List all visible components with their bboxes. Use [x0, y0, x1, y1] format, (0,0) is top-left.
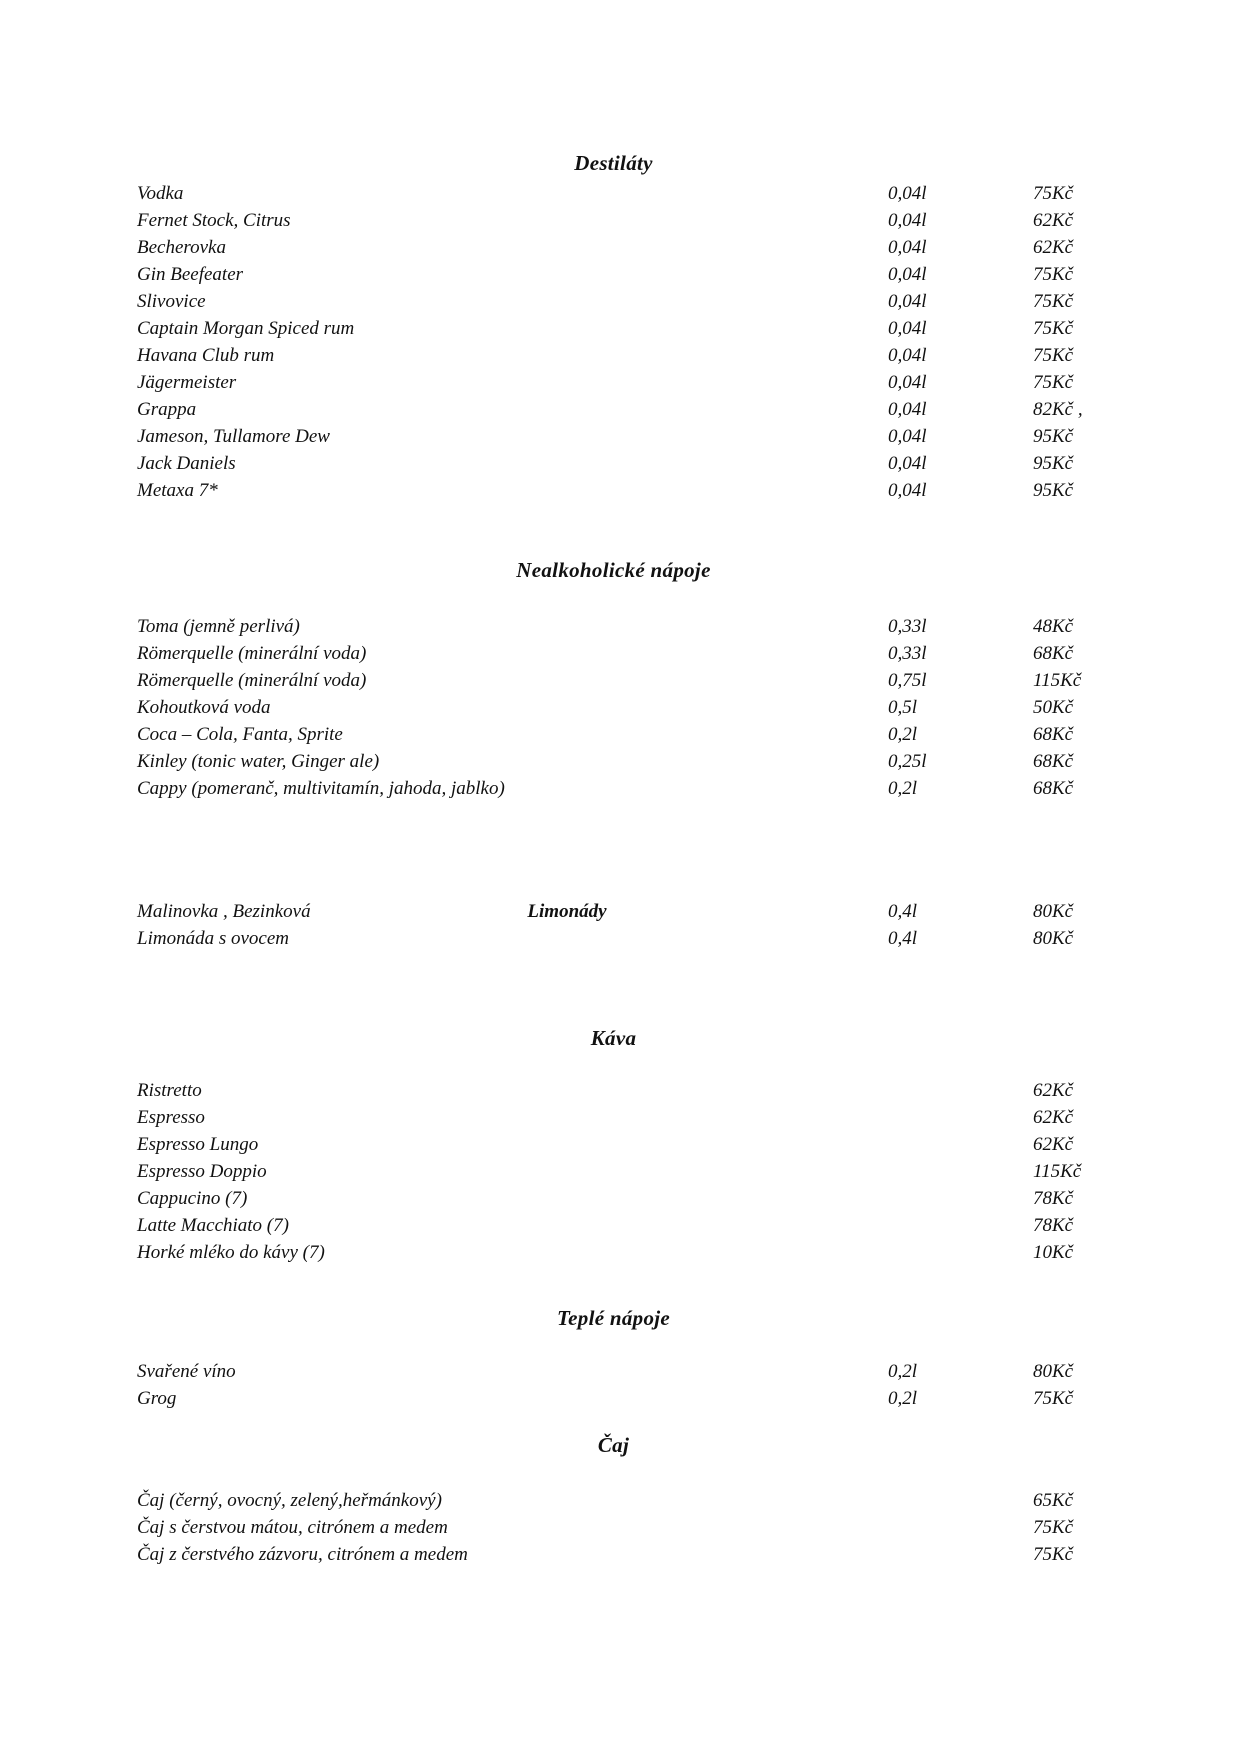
menu-item-row [137, 342, 1090, 369]
menu-item-row [137, 1212, 1090, 1239]
item-price: 68Kč [1033, 724, 1074, 745]
menu-item-row [137, 1131, 1090, 1158]
item-name: Toma (jemně perlivá) [137, 616, 300, 637]
menu-item-row [137, 613, 1090, 640]
item-name: Gin Beefeater [137, 264, 244, 285]
menu-item-row [137, 640, 1090, 667]
menu-item-row [137, 261, 1090, 288]
menu-item-row [137, 1358, 1090, 1385]
item-name: Čaj z čerstvého zázvoru, citrónem a medem [137, 1544, 468, 1565]
item-name: Malinovka , Bezinková [137, 901, 311, 922]
item-name: Svařené víno [137, 1361, 236, 1382]
item-volume: 0,04l [888, 183, 927, 204]
item-name: Horké mléko do kávy (7) [137, 1242, 325, 1263]
item-volume [888, 1239, 1033, 1266]
item-price: 115Kč [1033, 670, 1082, 691]
item-price: 80Kč [1033, 901, 1074, 922]
item-price: 75Kč [1033, 372, 1074, 393]
item-name: Captain Morgan Spiced rum [137, 318, 355, 339]
menu-item-row [137, 1185, 1090, 1212]
item-price: 75Kč [1033, 1517, 1074, 1538]
section-items [137, 613, 1090, 802]
menu-section [137, 150, 1090, 504]
item-volume: 0,04l [888, 426, 927, 447]
menu-item-row [137, 748, 1090, 775]
menu-section [137, 557, 1090, 802]
item-volume: 0,04l [888, 318, 927, 339]
menu-item-row [137, 288, 1090, 315]
menu-item-row [137, 1514, 1090, 1541]
item-name: Kohoutková voda [137, 697, 271, 718]
item-volume: 0,04l [888, 264, 927, 285]
item-price: 75Kč [1033, 183, 1074, 204]
section-items [137, 180, 1090, 504]
item-volume: 0,2l [888, 1388, 918, 1409]
menu-item-row [137, 1487, 1090, 1514]
item-name: Coca – Cola, Fanta, Sprite [137, 724, 343, 745]
item-volume [888, 1185, 1033, 1212]
menu-item-row [137, 1239, 1090, 1266]
section-title: Čaj [597, 1433, 630, 1457]
inline-section-title: Limonády [527, 901, 607, 922]
item-volume: 0,04l [888, 480, 927, 501]
menu-item-row [137, 1077, 1090, 1104]
menu-item-row [137, 667, 1090, 694]
menu-item-row [137, 898, 1090, 925]
section-items [137, 1077, 1090, 1266]
section-title: Teplé nápoje [556, 1306, 671, 1330]
menu-section [137, 898, 1090, 952]
item-name: Čaj (černý, ovocný, zelený,heřmánkový) [137, 1490, 442, 1511]
menu-section [137, 1305, 1090, 1412]
menu-item-row [137, 477, 1090, 504]
item-price: 62Kč [1033, 210, 1074, 231]
section-items [137, 1358, 1090, 1412]
item-name: Vodka [137, 183, 184, 204]
menu-section [137, 1432, 1090, 1568]
menu-item-row [137, 315, 1090, 342]
item-name: Espresso Lungo [137, 1134, 259, 1155]
item-name: Becherovka [137, 237, 226, 258]
item-price: 95Kč [1033, 480, 1074, 501]
item-volume [888, 1131, 1033, 1158]
menu-item-row [137, 180, 1090, 207]
item-price: 75Kč [1033, 291, 1074, 312]
menu-item-row [137, 1104, 1090, 1131]
item-name: Havana Club rum [137, 345, 275, 366]
menu-page [137, 0, 1090, 1568]
menu-item-row [137, 423, 1090, 450]
item-volume: 0,5l [888, 697, 918, 718]
section-title: Nealkoholické nápoje [516, 558, 711, 582]
item-price: 68Kč [1033, 751, 1074, 772]
item-price: 10Kč [1033, 1242, 1074, 1263]
item-name: Cappy (pomeranč, multivitamín, jahoda, jablko) [137, 778, 505, 799]
item-price: 65Kč [1033, 1490, 1074, 1511]
menu-item-row [137, 369, 1090, 396]
item-volume [888, 1487, 1033, 1514]
item-volume [888, 1158, 1033, 1185]
item-volume: 0,2l [888, 778, 918, 799]
item-price: 75Kč [1033, 1544, 1074, 1565]
menu-item-row [137, 721, 1090, 748]
menu-item-row [137, 1541, 1090, 1568]
item-volume: 0,04l [888, 210, 927, 231]
menu-item-row [137, 450, 1090, 477]
item-name: Fernet Stock, Citrus [137, 210, 291, 231]
item-volume: 0,75l [888, 670, 927, 691]
item-volume [888, 1104, 1033, 1131]
section-items [137, 898, 1090, 952]
item-price: 95Kč [1033, 453, 1074, 474]
item-price: 68Kč [1033, 643, 1074, 664]
menu-item-row [137, 1385, 1090, 1412]
item-name: Metaxa 7* [137, 480, 218, 501]
item-volume [888, 1077, 1033, 1104]
item-name: Cappucino (7) [137, 1188, 248, 1209]
item-name: Grog [137, 1388, 177, 1409]
item-volume: 0,04l [888, 372, 927, 393]
item-price: 115Kč [1033, 1161, 1082, 1182]
menu-item-row [137, 396, 1090, 423]
item-volume: 0,04l [888, 453, 927, 474]
item-price: 75Kč [1033, 1388, 1074, 1409]
menu-item-row [137, 234, 1090, 261]
menu-item-row [137, 775, 1090, 802]
item-price: 78Kč [1033, 1215, 1074, 1236]
item-name: Grappa [137, 399, 197, 420]
item-name: Limonáda s ovocem [137, 928, 289, 949]
item-volume: 0,33l [888, 616, 927, 637]
item-name: Espresso Doppio [137, 1161, 267, 1182]
item-price: 62Kč [1033, 237, 1074, 258]
item-price: 80Kč [1033, 928, 1074, 949]
item-name: Jack Daniels [137, 453, 236, 474]
item-name: Latte Macchiato (7) [137, 1215, 289, 1236]
item-price: 75Kč [1033, 318, 1074, 339]
section-items [137, 1487, 1090, 1568]
item-price: 75Kč [1033, 264, 1074, 285]
item-price: 95Kč [1033, 426, 1074, 447]
item-price: 82Kč , [1033, 399, 1083, 420]
item-volume: 0,04l [888, 237, 927, 258]
item-name: Römerquelle (minerální voda) [137, 643, 367, 664]
item-volume: 0,04l [888, 399, 927, 420]
item-name: Slivovice [137, 291, 206, 312]
item-price: 48Kč [1033, 616, 1074, 637]
item-volume: 0,2l [888, 1361, 918, 1382]
item-name: Kinley (tonic water, Ginger ale) [137, 751, 380, 772]
menu-item-row [137, 925, 1090, 952]
item-name: Jameson, Tullamore Dew [137, 426, 330, 447]
item-name: Römerquelle (minerální voda) [137, 670, 367, 691]
item-price: 62Kč [1033, 1080, 1074, 1101]
item-price: 50Kč [1033, 697, 1074, 718]
item-name: Ristretto [137, 1080, 202, 1101]
item-price: 62Kč [1033, 1107, 1074, 1128]
item-volume: 0,33l [888, 643, 927, 664]
item-volume [888, 1541, 1033, 1568]
item-price: 68Kč [1033, 778, 1074, 799]
item-volume: 0,4l [888, 928, 918, 949]
item-volume: 0,2l [888, 724, 918, 745]
menu-section [137, 1025, 1090, 1266]
item-name: Čaj s čerstvou mátou, citrónem a medem [137, 1517, 448, 1538]
item-price: 80Kč [1033, 1361, 1074, 1382]
menu-item-row [137, 1158, 1090, 1185]
item-name: Espresso [137, 1107, 205, 1128]
item-name: Jägermeister [137, 372, 237, 393]
item-volume: 0,04l [888, 291, 927, 312]
item-price: 62Kč [1033, 1134, 1074, 1155]
menu-item-row [137, 694, 1090, 721]
menu-item-row [137, 207, 1090, 234]
item-price: 75Kč [1033, 345, 1074, 366]
item-volume [888, 1212, 1033, 1239]
item-volume: 0,25l [888, 751, 927, 772]
section-title: Káva [590, 1026, 637, 1050]
section-title: Destiláty [574, 151, 653, 175]
item-volume: 0,4l [888, 901, 918, 922]
item-volume: 0,04l [888, 345, 927, 366]
item-price: 78Kč [1033, 1188, 1074, 1209]
item-volume [888, 1514, 1033, 1541]
